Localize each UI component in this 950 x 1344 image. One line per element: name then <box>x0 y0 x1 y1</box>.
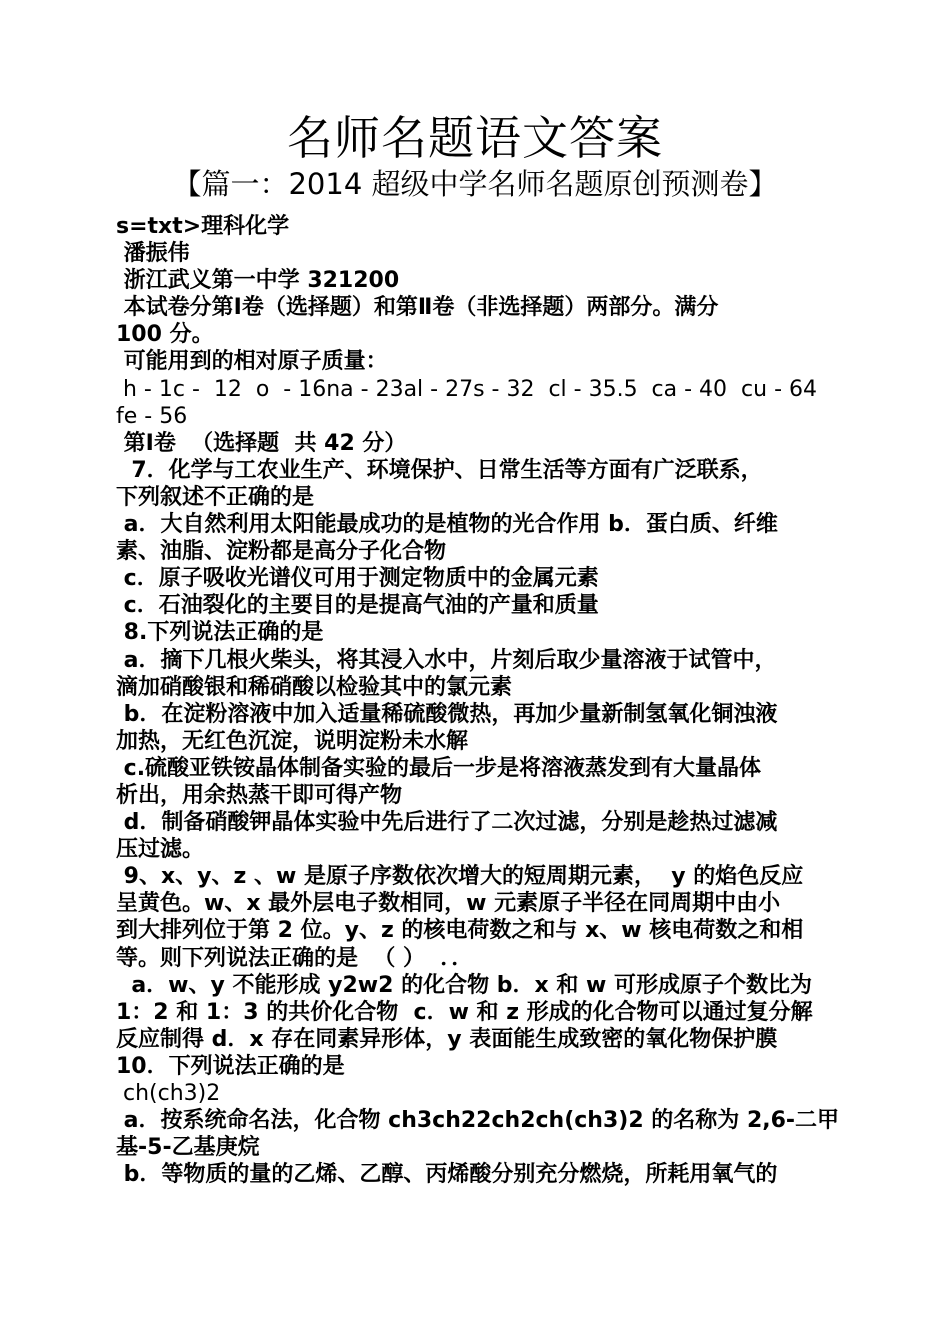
body-line: a．摘下几根火柴头，将其浸入水中，片刻后取少量溶液于试管中， <box>116 647 777 673</box>
body-line: a．按系统命名法，化合物 ch3ch22ch2ch(ch3)2 的名称为 2,6-二甲 <box>116 1108 840 1134</box>
body-line: 素、油脂、淀粉都是高分子化合物 <box>116 539 447 565</box>
body-line: 8.下列说法正确的是 <box>116 620 324 646</box>
body-line: a．大自然利用太阳能最成功的是植物的光合作用 b．蛋白质、纤维 <box>116 512 778 538</box>
body-line: c．石油裂化的主要目的是提高气油的产量和质量 <box>116 593 599 619</box>
body-line: 到大排列位于第 2 位。y、z 的核电荷数之和与 x、w 核电荷数之和相 <box>116 918 804 944</box>
body-line: 7．化学与工农业生产、环境保护、日常生活等方面有广泛联系， <box>116 457 763 483</box>
page-subtitle: 【篇一：2014 超级中学名师名题原创预测卷】 <box>172 167 778 201</box>
body-line: b．在淀粉溶液中加入适量稀硫酸微热，再加少量新制氢氧化铜浊液 <box>116 701 778 727</box>
body-line: 可能用到的相对原子质量： <box>116 349 388 375</box>
body-line: 100 分。 <box>116 322 214 348</box>
body-line: d．制备硝酸钾晶体实验中先后进行了二次过滤，分别是趁热过滤减 <box>116 810 778 836</box>
body-line: 下列叙述不正确的是 <box>116 484 315 510</box>
body-line: 反应制得 d．x 存在同素异形体，y 表面能生成致密的氧化物保护膜 <box>116 1026 778 1052</box>
body-line: 本试卷分第Ⅰ卷（选择题）和第Ⅱ卷（非选择题）两部分。满分 <box>116 295 719 321</box>
body-line: 等。则下列说法正确的是 （ ） ．． <box>116 945 474 971</box>
body-line: 10．下列说法正确的是 <box>116 1053 345 1079</box>
page-title: 名师名题语文答案 <box>287 111 663 165</box>
body-line: h - 1c - 12 o - 16na - 23al - 27s - 32 cl - 35.5 ca - 40 cu - 64 <box>116 376 817 402</box>
body-line: 呈黄色。w、x 最外层电子数相同，w 元素原子半径在同周期中由小 <box>116 891 781 917</box>
body-line: b．等物质的量的乙烯、乙醇、丙烯酸分别充分燃烧，所耗用氧气的 <box>116 1162 778 1188</box>
body-line: 1：2 和 1：3 的共价化合物 c．w 和 z 形成的化合物可以通过复分解 <box>116 999 813 1025</box>
body-line: 析出，用余热蒸干即可得产物 <box>116 782 403 808</box>
body-line: 滴加硝酸银和稀硝酸以检验其中的氯元素 <box>116 674 513 700</box>
body-line: 第Ⅰ卷 （选择题 共 42 分） <box>116 430 407 456</box>
body-line: ch(ch3)2 <box>116 1081 221 1106</box>
document-body <box>116 213 856 1188</box>
body-line: 基-5-乙基庚烷 <box>116 1135 260 1161</box>
body-line: s=txt>理科化学 <box>116 214 290 239</box>
body-line: 浙江武义第一中学 321200 <box>116 268 400 294</box>
body-line: c．原子吸收光谱仪可用于测定物质中的金属元素 <box>116 566 599 592</box>
body-line: fe - 56 <box>116 403 188 429</box>
body-line: 潘振伟 <box>116 241 190 267</box>
body-line: 9、x、y、z 、w 是原子序数依次增大的短周期元素， y 的焰色反应 <box>116 864 804 890</box>
body-line: a．w、y 不能形成 y2w2 的化合物 b．x 和 w 可形成原子个数比为 <box>116 972 812 998</box>
body-line: 压过滤。 <box>116 837 205 863</box>
body-line: 加热，无红色沉淀，说明淀粉未水解 <box>116 728 469 754</box>
body-line: c.硫酸亚铁铵晶体制备实验的最后一步是将溶液蒸发到有大量晶体 <box>116 755 762 781</box>
